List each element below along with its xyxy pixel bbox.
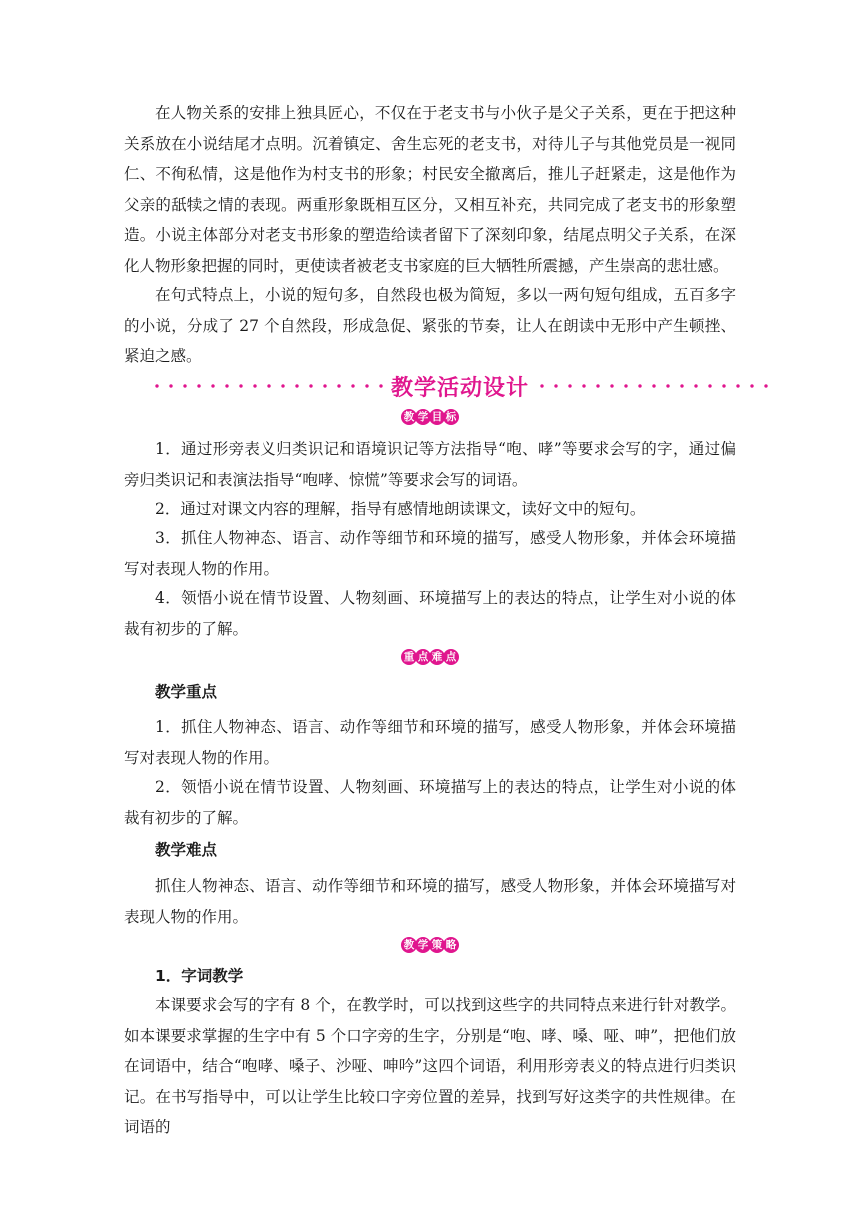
focus-item-1: 1．抓住人物神态、语言、动作等细节和环境的描写，感受人物形象，并体会环境描写对表现人物的作用。 — [124, 718, 736, 767]
goal-item-2: 2．通过对课文内容的理解，指导有感情地朗读课文，读好文中的短句。 — [155, 500, 646, 518]
goal-item-3: 3．抓住人物神态、语言、动作等细节和环境的描写，感受人物形象，并体会环境描写对表现人物的作用。 — [124, 529, 736, 578]
goal-item-4: 4．领悟小说在情节设置、人物刻画、环境描写上的表达的特点，让学生对小说的体裁有初步的了解。 — [124, 589, 736, 638]
banner-title: 教学活动设计 — [391, 375, 530, 401]
badge-char: 目 — [429, 409, 445, 425]
strategy-subheading: 1．字词教学 — [155, 967, 244, 985]
badge-char: 重 — [401, 649, 417, 665]
focus-item-2: 2．领悟小说在情节设置、人物刻画、环境描写上的表达的特点，让学生对小说的体裁有初步的了解。 — [124, 778, 736, 827]
goal-item-1: 1．通过形旁表义归类识记和语境识记等方法指导“咆、哮”等要求会写的字，通过偏旁归类识记和表演法指导“咆哮、惊慌”等要求会写的词语。 — [124, 440, 736, 489]
focus-heading: 教学重点 — [155, 683, 218, 701]
badge-char: 学 — [415, 409, 431, 425]
badge-char: 略 — [443, 937, 459, 953]
section-banner — [150, 368, 770, 404]
badge-char: 教 — [401, 937, 417, 953]
difficulty-heading: 教学难点 — [155, 841, 218, 859]
badge-char: 难 — [429, 649, 445, 665]
badge-char: 标 — [443, 409, 459, 425]
banner-dots-right — [535, 384, 770, 388]
intro-paragraph-1: 在人物关系的安排上独具匠心，不仅在于老支书与小伙子是父子关系，更在于把这种关系放在小说结尾才点明。沉着镇定、舍生忘死的老支书，对待儿子与其他党员是一视同仁、不徇私情，这是他作为村支书的形象；村民安全撤离后，推儿子赶紧走，这是他作为父亲的舐犊之情的表现。两重形象既相互区分，又相互补充，共同完成了老支书的形象塑造。小说主体部分对老支书形象的塑造给读者留下了深刻印象，结尾点明父子关系，在深化人物形象把握的同时，更使读者被老支书家庭的巨大牺牲所震撼，产生崇高的悲壮感。 — [124, 104, 736, 275]
difficulty-text: 抓住人物神态、语言、动作等细节和环境的描写，感受人物形象，并体会环境描写对表现人物的作用。 — [124, 877, 736, 926]
badge-key-points — [0, 649, 860, 665]
badge-char: 教 — [401, 409, 417, 425]
intro-paragraph-2: 在句式特点上，小说的短句多，自然段也极为简短，多以一两句短句组成，五百多字的小说，分成了 27 个自然段，形成急促、紧张的节奏，让人在朗读中无形中产生顿挫、紧迫之感。 — [124, 286, 736, 365]
badge-char: 策 — [429, 937, 445, 953]
badge-teaching-strategy — [0, 937, 860, 953]
banner-dots-left — [150, 384, 385, 388]
strategy-text: 本课要求会写的字有 8 个，在教学时，可以找到这些字的共同特点来进行针对教学。如本课要求掌握的生字中有 5 个口字旁的生字，分别是“咆、哮、嗓、哑、呻”，把他们放在词语中，结合“咆哮、嗓子、沙哑、呻吟”这四个词语，利用形旁表义的特点进行归类识记。在书写指导中，可以让学生比较口字旁位置的差异，找到写好这类字的共性规律。在词语的 — [124, 996, 736, 1136]
badge-char: 学 — [415, 937, 431, 953]
badge-char: 点 — [443, 649, 459, 665]
badge-teaching-goals — [0, 409, 860, 425]
badge-char: 点 — [415, 649, 431, 665]
